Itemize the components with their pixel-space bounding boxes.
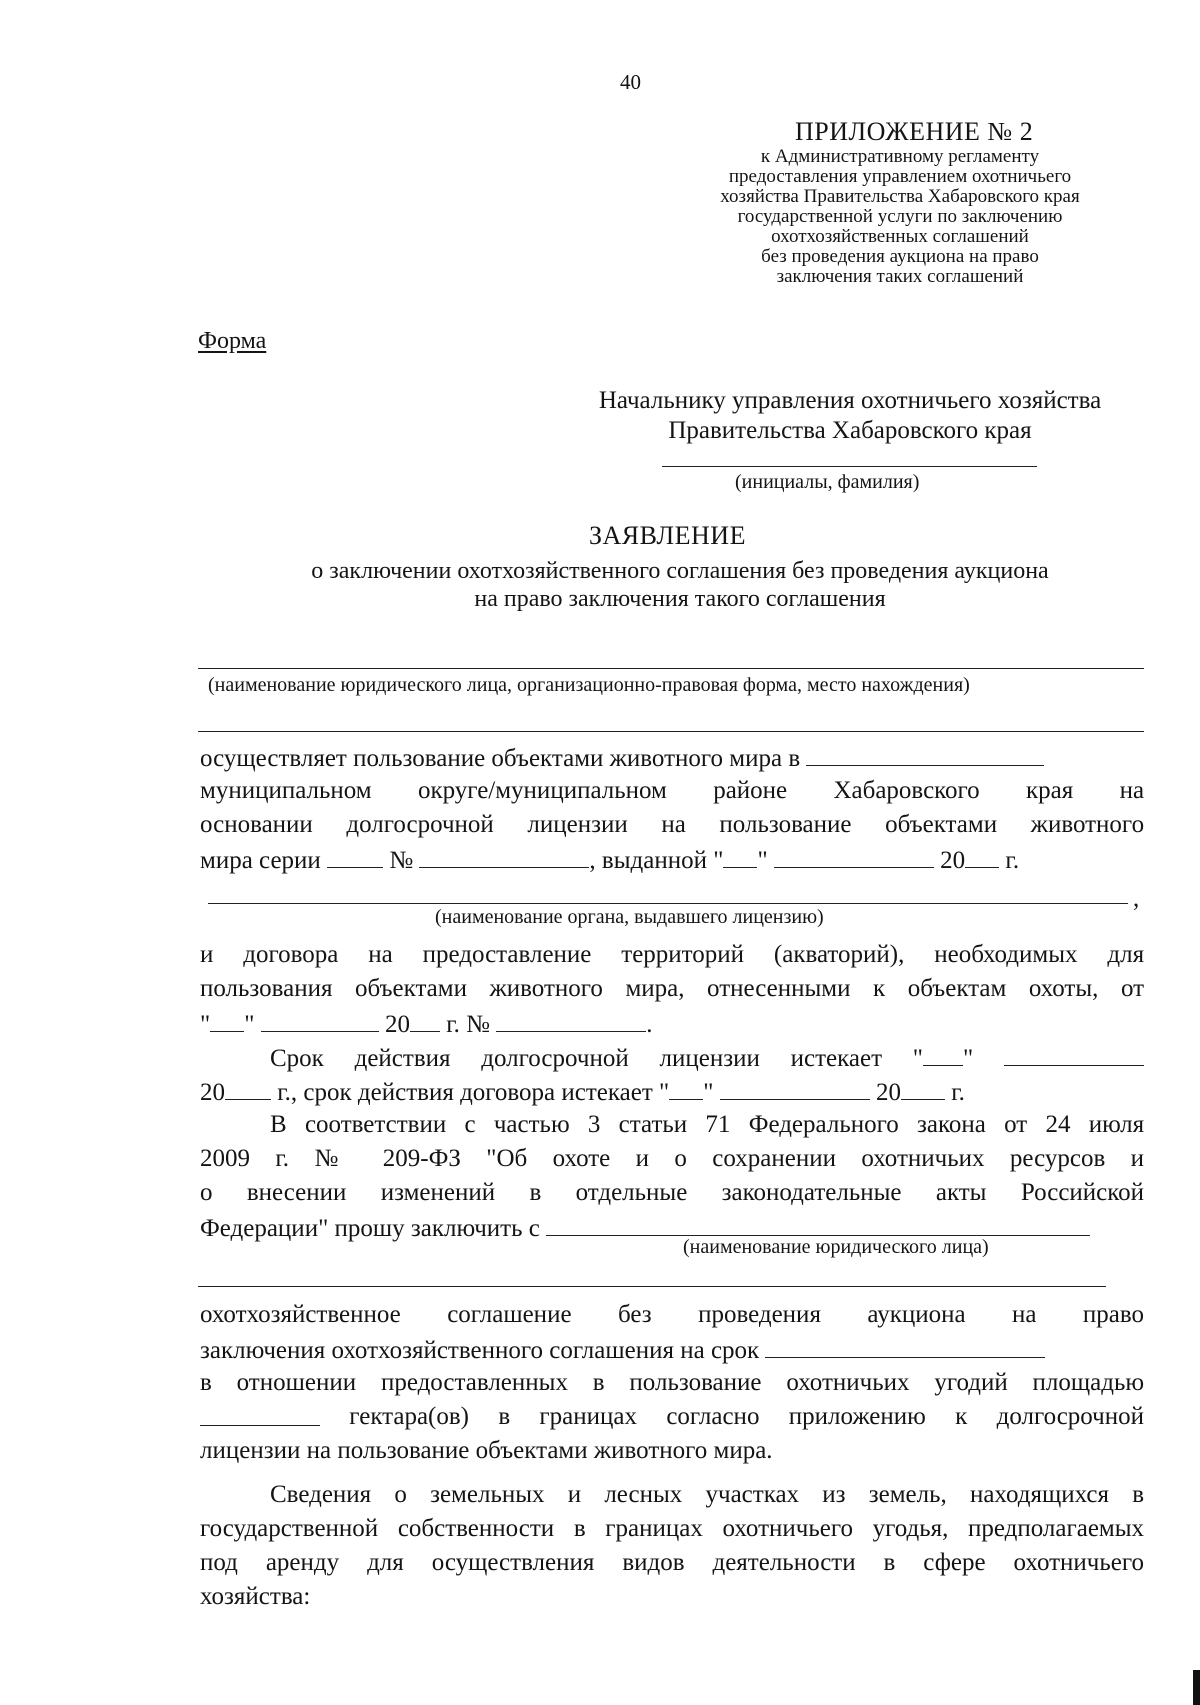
word: с <box>464 1111 476 1138</box>
word: охотничьих <box>786 1369 910 1396</box>
word: охоты, <box>1028 975 1099 1002</box>
addressee <box>540 386 1160 446</box>
contract-line-1 <box>200 938 1144 971</box>
license-expiry-day <box>913 1045 973 1072</box>
word: долгосрочной <box>481 1045 629 1072</box>
word: и <box>567 1481 582 1508</box>
word: частью <box>493 1111 570 1138</box>
legal-entity-blank-continued[interactable] <box>198 1286 1106 1287</box>
word: на <box>368 941 393 968</box>
area-blank[interactable] <box>200 1400 320 1426</box>
year-prefix: 20 <box>940 847 966 874</box>
word: земель, <box>868 1481 947 1508</box>
word: действия <box>354 1045 451 1072</box>
license-month-blank[interactable] <box>774 842 934 868</box>
quote-mark: " <box>244 1011 255 1038</box>
year-suffix: г. <box>944 1079 965 1106</box>
document-title: ЗАЯВЛЕНИЕ <box>589 521 746 550</box>
word: к <box>955 1403 968 1430</box>
word: основании <box>200 811 313 838</box>
word: в <box>573 1515 586 1542</box>
contract-expiry-month-blank[interactable] <box>720 1074 870 1100</box>
year-suffix: г. <box>999 847 1020 874</box>
word: Сведения <box>270 1481 372 1508</box>
contract-expiry-day-blank[interactable] <box>669 1074 703 1100</box>
word: мира, <box>625 975 685 1002</box>
word: и <box>1130 1145 1145 1172</box>
word: предполагаемых <box>967 1515 1145 1542</box>
word: отношении <box>236 1369 357 1396</box>
word: Срок <box>270 1045 324 1072</box>
word: отнесенными <box>707 975 851 1002</box>
word: пользование <box>629 1369 762 1396</box>
word: осуществления <box>431 1549 595 1576</box>
appendix-subtitle-line: заключения таких соглашений <box>776 266 1024 287</box>
info-line-4: хозяйства: <box>200 1583 311 1610</box>
word: № <box>314 1145 358 1172</box>
word: (акваторий), <box>773 941 905 968</box>
entity-name-blank[interactable] <box>198 668 1144 669</box>
word: гектара(ов) <box>349 1403 470 1430</box>
word: от <box>1120 975 1145 1002</box>
license-issuer-caption: (наименование органа, выдавшего лицензию) <box>435 906 824 928</box>
area-line-1 <box>200 1366 1144 1399</box>
word: необходимых <box>934 941 1078 968</box>
word: предоставленных <box>380 1369 568 1396</box>
license-day-blank[interactable] <box>723 842 757 868</box>
quote-mark: " <box>703 1079 714 1106</box>
word: на <box>1012 1301 1037 1328</box>
contract-day-blank[interactable] <box>210 1006 244 1032</box>
word: 2009 <box>200 1145 250 1172</box>
word: и <box>200 941 214 968</box>
word: животного <box>489 975 603 1002</box>
word: пользование <box>719 811 852 838</box>
word: отдельные <box>575 1179 688 1206</box>
word: муниципальном <box>200 777 372 804</box>
word: для <box>1107 941 1145 968</box>
word: закона <box>917 1111 986 1138</box>
law-line-2 <box>200 1142 1144 1175</box>
word: законодательные <box>721 1179 902 1206</box>
issuer-comma: , <box>1133 885 1140 912</box>
word: округе/муниципальном <box>417 777 667 804</box>
word: границах <box>539 1403 638 1430</box>
word: проведения <box>698 1301 821 1328</box>
word: в <box>200 1369 212 1396</box>
word: охотхозяйственное <box>200 1301 401 1328</box>
word: о внесении <box>200 1179 347 1206</box>
quote-mark: " <box>912 1045 923 1072</box>
contract-year-blank[interactable] <box>410 1006 440 1032</box>
word: г. <box>275 1145 290 1172</box>
word: аренду <box>265 1549 340 1576</box>
addressee-name-blank[interactable] <box>662 466 1037 467</box>
word: приложению <box>788 1403 926 1430</box>
word: статьи <box>618 1111 688 1138</box>
basis-line <box>200 808 1144 841</box>
form-label: Форма <box>198 328 267 354</box>
issued-label: , выданной " <box>589 847 724 874</box>
word: объектами <box>355 975 467 1002</box>
word: видов <box>622 1549 685 1576</box>
word: соответствии <box>304 1111 447 1138</box>
uses-text: осуществляет пользование объектами животного мира в <box>200 745 801 772</box>
word: о <box>674 1145 687 1172</box>
word: Российской <box>1020 1179 1145 1206</box>
word: 24 <box>1045 1111 1071 1138</box>
addressee-caption: (инициалы, фамилия) <box>735 471 920 493</box>
word: собственности <box>397 1515 555 1542</box>
word: участках <box>705 1481 800 1508</box>
contract-month-blank[interactable] <box>261 1006 379 1032</box>
word: июля <box>1088 1111 1145 1138</box>
appendix-subtitle-line: государственной услуги по заключению <box>737 206 1063 227</box>
word: акты <box>935 1179 987 1206</box>
document-subtitle-line: на право заключения такого соглашения <box>474 586 886 612</box>
term-line-1 <box>270 1040 1144 1075</box>
word: объектам <box>907 975 1007 1002</box>
contract-line-3 <box>200 1006 652 1041</box>
word: ресурсов <box>1009 1145 1106 1172</box>
word: охотничьего <box>1013 1549 1145 1576</box>
word: долгосрочной <box>346 811 494 838</box>
license-series-blank[interactable] <box>327 842 383 868</box>
entity-caption: (наименование юридического лица, организационно-правовая форма, место нахождения) <box>208 674 970 696</box>
word: границах <box>605 1515 703 1542</box>
license-series-line <box>200 842 1019 877</box>
license-number-blank[interactable] <box>419 842 589 868</box>
word: Хабаровского <box>833 777 980 804</box>
word: договора <box>243 941 339 968</box>
info-line-1 <box>270 1478 1144 1511</box>
law-line-3 <box>200 1176 1144 1209</box>
word: земельных <box>430 1481 545 1508</box>
term-line-2 <box>200 1074 965 1109</box>
word: территорий <box>621 941 745 968</box>
contract-expiry-label: г., срок действия договора истекает " <box>271 1079 670 1106</box>
word: из <box>822 1481 846 1508</box>
appendix-title: ПРИЛОЖЕНИЕ № 2 <box>795 117 1034 146</box>
municipal-line <box>200 774 1144 807</box>
appendix-subtitle-line: без проведения аукциона на право <box>761 246 1039 267</box>
municipality-blank[interactable] <box>806 740 1044 766</box>
word: в <box>592 1369 605 1396</box>
word: В <box>270 1111 287 1138</box>
word: 71 <box>705 1111 731 1138</box>
area-line-2 <box>200 1400 1144 1433</box>
info-line-2 <box>200 1512 1144 1545</box>
word: под <box>200 1549 238 1576</box>
word: охоте <box>552 1145 611 1172</box>
word: государственной <box>200 1515 379 1542</box>
contract-line-2 <box>200 972 1144 1005</box>
period: . <box>646 1011 653 1038</box>
word: изменений <box>380 1179 496 1206</box>
word: для <box>367 1549 404 1576</box>
word: право <box>1082 1301 1145 1328</box>
quote-mark: " <box>200 1011 211 1038</box>
appendix-subtitle <box>640 147 1160 287</box>
addressee-line: Начальнику управления охотничьего хозяйства <box>598 387 1102 414</box>
word: угодий <box>934 1369 1008 1396</box>
appendix-subtitle-line: хозяйства Правительства Хабаровского края <box>720 186 1080 207</box>
word: 209-ФЗ <box>382 1145 461 1172</box>
quote-mark: " <box>757 847 768 874</box>
word: о <box>394 1481 407 1508</box>
legal-entity-caption: (наименование юридического лица) <box>683 1236 989 1258</box>
agreement-line-1 <box>200 1298 1144 1331</box>
series-label: мира серии <box>200 847 321 874</box>
addressee-line: Правительства Хабаровского края <box>668 417 1032 444</box>
word: без <box>617 1301 652 1328</box>
year-prefix: 20 <box>875 1079 901 1106</box>
word: лицензии <box>659 1045 760 1072</box>
word: Федерального <box>748 1111 899 1138</box>
agreement-term-blank[interactable] <box>765 1332 1045 1358</box>
word: долгосрочной <box>996 1403 1144 1430</box>
word: предоставление <box>422 941 592 968</box>
page-number: 40 <box>620 70 641 94</box>
request-text: Федерации" прошу заключить с <box>200 1215 540 1242</box>
scan-edge-mark <box>1193 1670 1200 1705</box>
word: в <box>883 1549 896 1576</box>
word: к <box>873 975 886 1002</box>
word: находящихся <box>969 1481 1109 1508</box>
license-expiry-month-blank[interactable] <box>1004 1040 1144 1066</box>
word: истекает <box>790 1045 882 1072</box>
word: согласно <box>666 1403 760 1430</box>
word: сохранении <box>712 1145 836 1172</box>
word: пользования <box>200 975 333 1002</box>
contract-number-label: г. № <box>439 1011 490 1038</box>
word: 3 <box>587 1111 601 1138</box>
entity-name-blank-continued[interactable] <box>198 731 1144 732</box>
license-expiry-year-blank[interactable] <box>225 1074 271 1100</box>
year-prefix: 20 <box>384 1011 410 1038</box>
word: "Об <box>486 1145 528 1172</box>
law-line-1 <box>270 1108 1144 1141</box>
uses-line <box>200 740 1044 775</box>
agreement-line-2 <box>200 1332 1045 1367</box>
word: угодья, <box>872 1515 949 1542</box>
word: лесных <box>604 1481 683 1508</box>
word: площадью <box>1032 1369 1145 1396</box>
license-year-blank[interactable] <box>965 842 999 868</box>
quote-mark: " <box>963 1045 974 1072</box>
contract-number-blank[interactable] <box>496 1006 646 1032</box>
word: на <box>1119 777 1145 804</box>
contract-expiry-year-blank[interactable] <box>901 1074 945 1100</box>
number-sign: № <box>389 847 414 874</box>
area-line-3: лицензии на пользование объектами животного мира. <box>200 1437 773 1464</box>
word: в <box>1132 1481 1144 1508</box>
word: объектами <box>885 811 998 838</box>
agreement-term-label: заключения охотхозяйственного соглашения на срок <box>200 1337 760 1364</box>
appendix-subtitle-line: охотхозяйственных соглашений <box>771 226 1029 247</box>
word: в <box>498 1403 511 1430</box>
word: и <box>635 1145 650 1172</box>
word: сфере <box>923 1549 986 1576</box>
document-subtitle <box>200 557 1160 613</box>
word: охотничьих <box>861 1145 985 1172</box>
word: на <box>661 811 686 838</box>
word: аукциона <box>867 1301 966 1328</box>
appendix-subtitle-line: предоставления управлением охотничьего <box>728 166 1072 187</box>
word: деятельности <box>712 1549 856 1576</box>
word: соглашение <box>447 1301 572 1328</box>
legal-entity-blank[interactable] <box>546 1210 1090 1236</box>
license-expiry-day-blank[interactable] <box>923 1040 963 1066</box>
word: края <box>1026 777 1074 804</box>
word: лицензии <box>527 811 628 838</box>
info-line-3 <box>200 1546 1144 1579</box>
word: в <box>529 1179 542 1206</box>
document-subtitle-line: о заключении охотхозяйственного соглашения без проведения аукциона <box>311 558 1049 584</box>
word: от <box>1004 1111 1028 1138</box>
year-prefix: 20 <box>200 1079 225 1106</box>
word: животного <box>1030 811 1145 838</box>
word: районе <box>713 777 788 804</box>
appendix-subtitle-line: к Административному регламенту <box>760 146 1040 167</box>
license-issuer-blank[interactable] <box>208 903 1128 904</box>
word: охотничьего <box>722 1515 853 1542</box>
